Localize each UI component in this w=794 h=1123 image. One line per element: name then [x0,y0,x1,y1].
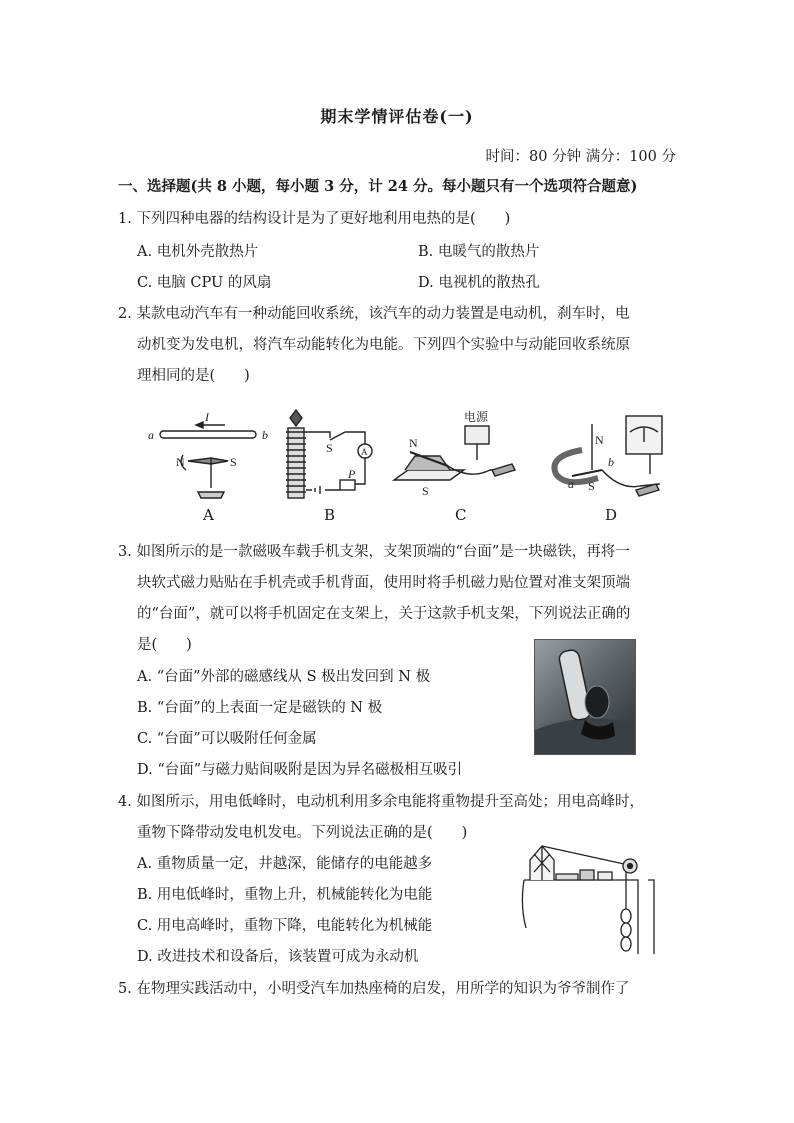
fig-d-caption[interactable]: D [605,506,618,524]
fig-b-battery [306,486,340,494]
phone-holder-photo [534,639,636,755]
fig-a-rod [160,431,256,438]
fig-a-base [198,492,224,498]
q3-stem-line3: 的“台面”，就可以将手机固定在支架上，关于这款手机支架，下列说法正确的 [137,606,631,622]
fig-c-switch [492,464,515,476]
fig-a-end-a: a [148,428,154,442]
fig-b-wire-right [345,432,365,444]
q3-option-c[interactable]: C. “台面”可以吸附任何金属 [137,731,317,747]
fig-a-end-b: b [262,428,268,442]
fig-b-wire-down [355,458,365,484]
fig-a-s-label: S [230,455,237,469]
fig-d-s-label: S [588,479,595,493]
q3-option-a[interactable]: A. “台面”外部的磁感线从 S 极出发回到 N 极 [137,669,431,685]
q4-option-b[interactable]: B. 用电低峰时，重物上升，机械能转化为电能 [137,887,433,903]
q2-stem-line1: 2. 某款电动汽车有一种动能回收系统，该汽车的动力装置是电动机，刹车时，电 [118,306,630,322]
fig-b-s-label: S [326,441,333,455]
exam-meta: 时间：80 分钟 满分：100 分 [485,149,676,165]
q3-stem-line1: 3. 如图所示的是一款磁吸车载手机支架，支架顶端的“台面”是一块磁铁，再将一 [118,544,630,560]
fig-c-n-label: N [409,436,418,450]
q4-stem-line1: 4. 如图所示，用电低峰时，电动机利用多余电能将重物提升至高处；用电高峰时， [118,794,644,810]
fig-a-caption[interactable]: A [203,506,214,524]
fig-a-n-label: N [176,455,185,469]
q2-stem-line3: 理相同的是( ) [137,368,250,384]
page-title: 期末学情评估卷(一) [320,107,474,126]
fig-a-needle [188,458,228,464]
q4-option-d[interactable]: D. 改进技术和设备后，该装置可成为永动机 [137,949,419,965]
fig-a-arrowhead [196,422,203,428]
q4-stem-line2: 重物下降带动发电机发电。下列说法正确的是( ) [137,825,468,841]
q3-stem-line2: 块软式磁力贴贴在手机壳或手机背面，使用时将手机磁力贴位置对准支架顶端 [137,575,630,591]
q1-option-b[interactable]: B. 电暖气的散热片 [418,244,540,260]
section-heading: 一、选择题(共 8 小题，每小题 3 分，计 24 分。每小题只有一个选项符合题意) [118,178,638,195]
q4-option-c[interactable]: C. 用电高峰时，重物下降，电能转化为机械能 [137,918,433,934]
fig-b-needle [290,410,302,426]
fig-a-current-label: I [205,410,209,424]
fig-b-caption[interactable]: B [324,506,336,524]
q4-option-a[interactable]: A. 重物质量一定，井越深，能储存的电能越多 [137,856,433,872]
fig-c-power [465,426,489,444]
fig-d-n-label: N [595,433,604,447]
fig-b-wire-top [306,432,330,438]
fig-c-s-label: S [422,484,429,498]
q3-option-d[interactable]: D. “台面”与磁力贴间吸附是因为异名磁极相互吸引 [137,762,463,778]
q1-option-c[interactable]: C. 电脑 CPU 的风扇 [137,275,272,291]
q3-stem-line4: 是( ) [137,637,192,653]
q1-option-a[interactable]: A. 电机外壳散热片 [137,244,259,260]
fig-b-switch [330,432,345,440]
q1-stem: 1. 下列四种电器的结构设计是为了更好地利用电热的是( ) [118,211,511,227]
q4-well-figure [520,836,670,956]
fig-b-p-label: P [348,467,356,481]
fig-c-caption[interactable]: C [455,506,467,524]
q2-stem-line2: 动机变为发电机，将汽车动能转化为电能。下列四个实验中与动能回收系统原 [137,337,630,353]
fig-c-base [394,470,464,480]
q5-stem-line1: 5. 在物理实践活动中，小明受汽车加热座椅的启发，用所学的知识为爷爷制作了 [118,981,630,997]
fig-d-rod [572,470,602,476]
fig-d-end-b: b [608,455,614,469]
fig-c-power-label: 电源 [464,410,489,424]
fig-b-rheostat [340,480,355,490]
fig-b-ammeter-label: A [361,447,368,457]
fig-d-end-a: a [568,477,574,491]
q1-option-d[interactable]: D. 电视机的散热孔 [418,275,540,291]
q3-option-b[interactable]: B. “台面”的上表面一定是磁铁的 N 极 [137,700,383,716]
